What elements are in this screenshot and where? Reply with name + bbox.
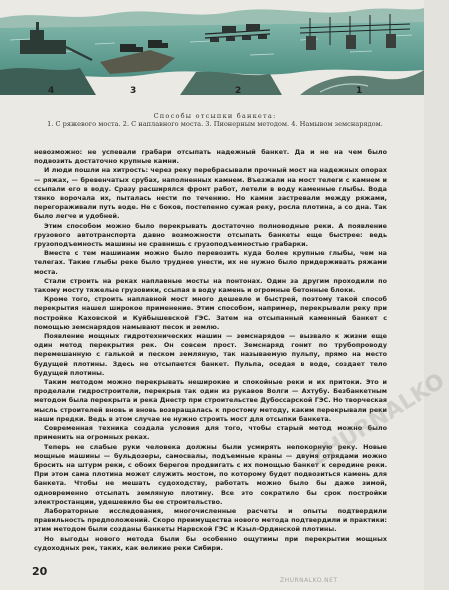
paragraph: невозможно: не успевали грабари отсыпать надежный банкет. Да и не на чем было подвозить достаточно крупные камни. xyxy=(34,148,387,166)
figure-label-2: 2 xyxy=(235,86,242,96)
paragraph: Лабораторные исследования, многочисленные расчеты и опыты подтвердили правильность предположений. Скоро преимущества нового метода подтвердили и практики: этим методом были созданы банкеты Нарвской ГЭС и Кзыл-Ординской плотины. xyxy=(34,506,387,534)
river-closure-illustration xyxy=(0,0,424,95)
figure-caption xyxy=(40,112,390,128)
paragraph: Современная техника создала условия для того, чтобы старый метод можно было применить на огромных реках. xyxy=(34,424,387,442)
watermark: ZHURNALKO xyxy=(306,368,449,472)
paragraph: Кроме того, строить наплавной мост много дешевле и быстрей, поэтому такой способ перекрытия нашел широкое применение. Этим способом, например, перекрывали реку при постройке Каховской и Куйбышевской ГЭС. Затем на отсыпанный каменный банкет с помощью земснарядов намывают песок и землю. xyxy=(34,295,387,331)
figure-label-3: 3 xyxy=(130,86,137,96)
figure-label-4: 4 xyxy=(48,86,55,96)
figure-caption-text: 1. С ряжевого моста. 2. С наплавного моста. 3. Пионерным методом. 4. Намывом земснарядом. xyxy=(47,120,383,128)
paragraph: Теперь не слабые руки человека должны были усмирять непокорную реку. Новые мощные машины — бульдозеры, самосвалы, подъемные краны — двумя отрядами можно бросить на штурм реки, с обоих берегов продвигать с их помощью банкет к середине реки. При этом сама плотина может служить мостом, по которому будет подвозиться камень для банкета. Чтобы не мешать судоходству, работать можно было бы даже зимой, одновременно отсыпать земляную плотину. Все это сократило бы срок постройки электростанции, удешевило бы ее строительство. xyxy=(34,442,387,506)
paragraph: Стали строить на реках наплавные мосты на понтонах. Один за другим проходили по такому мосту тяжелые грузовики, ссыпая в воду камень и огромные бетонные блоки. xyxy=(34,276,387,295)
paragraph: Но выгоды нового метода были бы особенно ощутимы при перекрытии мощных судоходных рек, таких, как великие реки Сибири. xyxy=(34,534,387,552)
watermark-site: ZHURNALKO.NET xyxy=(280,577,338,584)
paragraph: И люди пошли на хитрость: через реку перебрасывали прочный мост на надежных опорах — ряжах, — бревенчатых срубах, наполненных камнем. Въезжали на мост телеги с камнем и ссыпали его в воду. Сразу расширялся фронт работ, летели в воду каменные глыбы. Вода тянко ворочала их, пыталась нести по течению. Но камни застревали между ряжами, перегораживали путь воде. Не с боков, постепенно сужая реку, росла плотина, а со дна. Так было легче и удобней. xyxy=(34,166,387,221)
figure-label-1: 1 xyxy=(356,86,363,96)
article-body xyxy=(34,148,387,552)
paragraph: Появление мощных гидротехнических машин — земснарядов — вызвало к жизни еще один метод перекрытия рек. Он совсем прост. Земснаряд гонит по трубопроводу перемешанную с галькой и песком земляную, так называемую пульпу, прямо на место будущей плотины. Здесь не отсыпается банкет. Пульпа, оседая в воде, создает тело будущей плотины. xyxy=(34,332,387,377)
paragraph: Вместе с тем машинами можно было перевозить куда более крупные глыбы, чем на телегах. Такие глыбы реке было труднее унести, их не нужно было придерживать ряжами моста. xyxy=(34,249,387,276)
paragraph: Таким методом можно перекрывать неширокие и спокойные реки и их притоки. Это и проделали гидростроители, перекрыв так один из рукавов Волги — Ахтубу. Безбанкетным методом была перекрыта и река Днестр при строительстве Дубоссарской ГЭС. Но творческая мысль строителей вновь и вновь возвращалась к простому методу, каким перекрывали реки наши предки. Ведь в этом случае не нужно строить мост для отсыпки банкета. xyxy=(34,378,387,423)
paragraph: Этим способом можно было перекрывать достаточно полноводные реки. А появление грузового автотранспорта давно возможности отсыпать банкеты еще быстрее: ведь грузоподъемность машины не сравнишь с грузоподъемностью грабарки. xyxy=(34,221,387,249)
page-number: 20 xyxy=(32,565,48,578)
figure-caption-title: Способы отсыпки банкета: xyxy=(153,112,277,120)
